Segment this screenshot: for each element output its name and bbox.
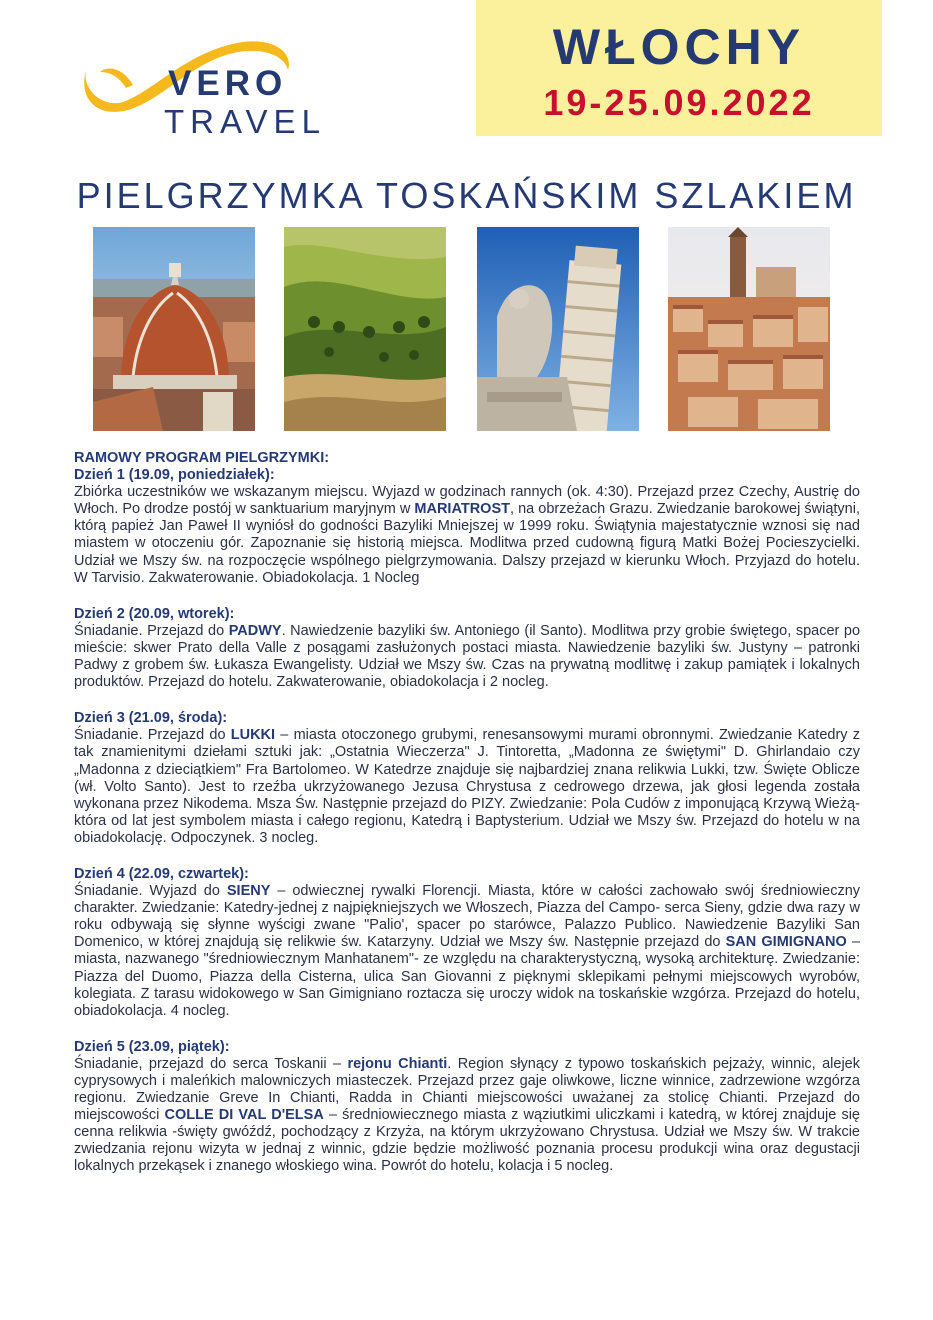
- day-description: Śniadanie. Wyjazd do SIENY – odwiecznej rywalki Florencji. Miasta, które w całości zachowało swój średniowieczny charakter. Zwiedzanie: Katedry-jednej z najpiękniejszych we Włoszech, Piazza del Campo- serca Sieny, gdzie dwa razy w roku odbywają się słynne wyścigi zwane "Palio', spacer po starówce, Palazzo Publico. Nawiedzenie Bazyliki San Domenico, w której znajdują się relikwie św. Katarzyny. Udział we Mszy św. Następnie przejazd do SAN GIMIGNANO – miasta, nazwanego "średniowiecznym Manhatanem"- ze względu na charakterystyczną, wysoką architekturę. Zwiedzanie: Piazza del Duomo, Piazza della Cisterna, ulica San Giovanni z pięknymi sklepikami pełnymi miejscowych wyrobów, kolegiata. Z tarasu widokowego w San Gimigniano roztacza się uroczy widok na toskańskie wzgórza. Przejazd do hotelu, obiadokolacja. 4 nocleg.: [74, 883, 861, 1019]
- day-5: [74, 1039, 860, 1176]
- day-3: [74, 710, 860, 847]
- day-1: [74, 467, 860, 587]
- day-title: Dzień 2 (20.09, wtorek):: [74, 605, 235, 622]
- destination-box: [476, 0, 882, 136]
- program-section: [74, 450, 860, 1195]
- photo-tuscan-hills: [284, 227, 446, 431]
- photo-pisa-tower: [477, 227, 639, 431]
- destination-country: WŁOCHY: [552, 19, 806, 75]
- photo-florence-duomo: [93, 227, 255, 431]
- vero-travel-logo: [78, 30, 328, 140]
- page-title: PIELGRZYMKA TOSKAŃSKIM SZLAKIEM: [76, 175, 857, 216]
- program-heading: RAMOWY PROGRAM PIELGRZYMKI:: [74, 450, 330, 466]
- day-2: [74, 606, 860, 691]
- day-4: [74, 866, 860, 1020]
- logo-travel-text: TRAVEL: [164, 103, 326, 140]
- day-title: Dzień 3 (21.09, środa):: [74, 710, 228, 727]
- trip-dates: 19-25.09.2022: [543, 82, 815, 123]
- day-title: Dzień 4 (22.09, czwartek):: [74, 865, 249, 882]
- photo-siena-town: [668, 227, 830, 431]
- day-description: Zbiórka uczestników we wskazanym miejscu. Wyjazd w godzinach rannych (ok. 4:30). Przejazd przez Czechy, Austrię do Włoch. Po drodze postój w sanktuarium maryjnym w MARIATROST, na obrzeżach Grazu. Zwiedzanie barokowej świątyni, którą papież Jan Paweł II wyniósł do godności Bazyliki Mniejszej w 1999 roku. Świątynia majestatycznie wznosi się nad miastem w otoczeniu gór. Zapoznanie się historią miejsca. Modlitwa przed cudowną figurą Matki Bożej Pocieszycielki. Udział we Mszy św. na rozpoczęcie wspólnego pielgrzymowania. Dalszy przejazd w kierunku Włoch. Przyjazd do hotelu. W Tarvisio. Zakwaterowanie. Obiadokolacja. 1 Nocleg: [74, 484, 860, 586]
- day-title: Dzień 1 (19.09, poniedziałek):: [74, 467, 275, 484]
- day-description: Śniadanie, przejazd do serca Toskanii – rejonu Chianti. Region słynący z typowo toskańskich pejzaży, winnic, alejek cyprysowych i maleńkich malowniczych miasteczek. Przejazd przez gaje oliwkowe, liczne winnice, zadrzewione wzgórza regionu. Zwiedzanie Greve In Chianti, Radda in Chianti miejscowości uważanej za stolicę Chianti. Przejazd do miejscowości COLLE DI VAL D'ELSA – średniowiecznego miasta z wąziutkimi uliczkami i katedrą, w której znajduje się cenna relikwia -święty gwóźdź, pochodzący z Krzyża, na którym ukrzyżowano Chrystusa. Udział we Mszy św. W trakcie zwiedzania rejonu wizyta w jednaj z winnic, gdzie będzie możliwość poznania procesu produkcji wina oraz degustacji lokalnych przekąsek i znanego włoskiego wina. Powrót do hotelu, kolacja i 5 nocleg.: [74, 1055, 860, 1175]
- day-description: Śniadanie. Przejazd do PADWY. Nawiedzenie bazyliki św. Antoniego (il Santo). Modlitwa przy grobie świętego, spacer po mieście: skwer Prato della Valle z posągami zasłużonych postaci miasta. Nawiedzenie bazyliki św. Justyny – patronki Padwy z grobem św. Łukasza Ewangelisty. Udział we Mszy św. Czas na prywatną modlitwę i zakup pamiątek i lokalnych produktów. Przejazd do hotelu. Zakwaterowanie, obiadokolacja i 2 nocleg.: [74, 622, 861, 691]
- day-description: Śniadanie. Przejazd do LUKKI – miasta otoczonego grubymi, renesansowymi murami obronnymi. Zwiedzanie Katedry z tak znamienitymi dziełami sztuki jak: „Ostatnia Wieczerza" J. Tintoretta, „Madonna ze świętymi" D. Ghirlandaio czy „Madonna z dzieciątkiem" Fra Bartolomeo. W Katedrze znajduje się najbardziej znana relikwia Lukki, tzw. Święte Oblicze (wł. Volto Santo). Jest to rzeźba ukrzyżowanego Jezusa Chrystusa z cedrowego drzewa, jak głosi legenda została wykonana przez Nikodema. Msza Św. Następnie przejazd do PIZY. Zwiedzanie: Pola Cudów z imponującą Krzywą Wieżą- która od lat jest symbolem miasta i całego regionu, Katedrą i Baptysterium. Udział we Mszy św. Przejazd do hotelu w na obiadokolację. Odpoczynek. 3 nocleg.: [74, 727, 861, 846]
- logo-vero-text: VERO: [168, 64, 288, 103]
- day-title: Dzień 5 (23.09, piątek):: [74, 1038, 230, 1055]
